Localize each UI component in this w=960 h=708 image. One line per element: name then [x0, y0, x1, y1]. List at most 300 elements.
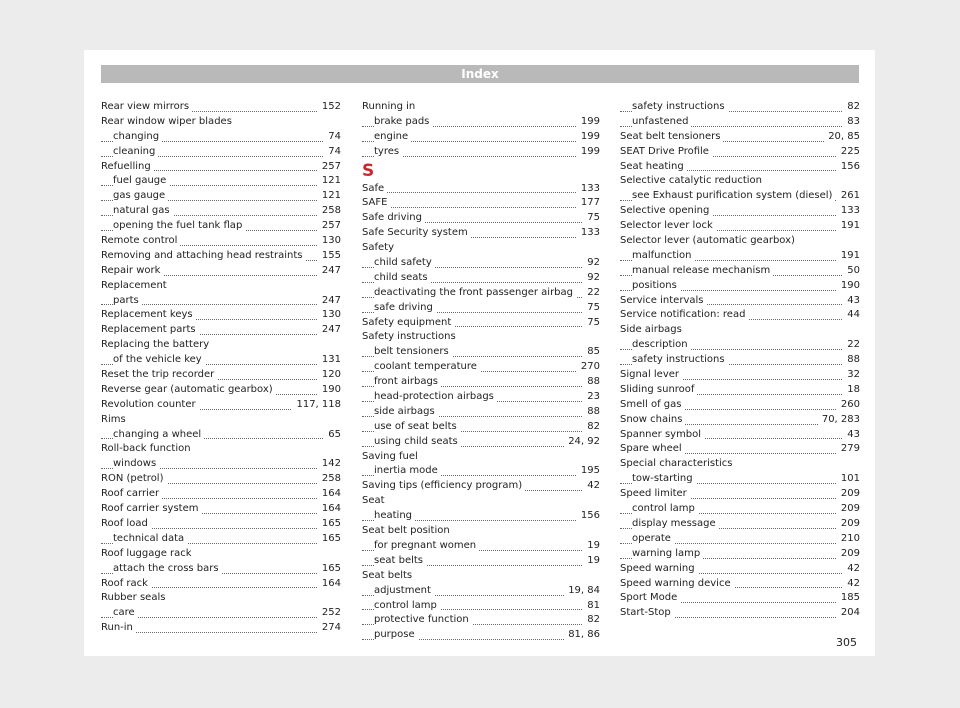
- entry-page-ref[interactable]: 164: [318, 502, 341, 517]
- entry-page-ref[interactable]: 117, 118: [292, 398, 341, 413]
- entry-label: Run-in: [101, 622, 136, 633]
- index-entry: [101, 338, 341, 353]
- entry-page-ref[interactable]: 133: [577, 182, 600, 197]
- index-subentry[interactable]: [101, 174, 341, 189]
- entry-page-ref[interactable]: 82: [843, 100, 860, 115]
- entry-label: engine: [374, 131, 411, 142]
- entry-page-ref[interactable]: 42: [583, 479, 600, 494]
- entry-label: front airbags: [374, 376, 441, 387]
- entry-label: Selector lever (automatic gearbox): [620, 235, 798, 246]
- index-subentry[interactable]: [362, 584, 600, 599]
- index-subentry[interactable]: [362, 130, 600, 145]
- index-subentry[interactable]: [362, 256, 600, 271]
- entry-label: inertia mode: [374, 465, 441, 476]
- entry-label: Snow chains: [620, 414, 685, 425]
- entry-label: Safe Security system: [362, 227, 471, 238]
- entry-page-ref[interactable]: 43: [843, 294, 860, 309]
- dot-leader: [362, 207, 600, 208]
- entry-label: Service intervals: [620, 295, 706, 306]
- entry-label: care: [113, 607, 138, 618]
- entry-label: Removing and attaching head restraints: [101, 250, 305, 261]
- index-subentry[interactable]: [362, 286, 600, 301]
- entry-label: warning lamp: [632, 548, 703, 559]
- index-entry: [101, 442, 341, 457]
- index-entry[interactable]: [620, 204, 860, 219]
- entry-label: of the vehicle key: [113, 354, 205, 365]
- entry-label: Start-Stop: [620, 607, 674, 618]
- entry-page-ref[interactable]: 199: [577, 145, 600, 160]
- index-entry[interactable]: [101, 100, 341, 115]
- entry-label: Special characteristics: [620, 458, 736, 469]
- entry-page-ref[interactable]: 42: [843, 562, 860, 577]
- entry-page-ref[interactable]: 22: [583, 286, 600, 301]
- entry-page-ref[interactable]: 210: [837, 532, 860, 547]
- entry-label: Roof load: [101, 518, 151, 529]
- entry-label: Spare wheel: [620, 443, 685, 454]
- index-entry: [101, 279, 341, 294]
- entry-label: control lamp: [374, 600, 440, 611]
- entry-label: Reverse gear (automatic gearbox): [101, 384, 276, 395]
- index-subentry[interactable]: [101, 294, 341, 309]
- index-subentry[interactable]: [362, 360, 600, 375]
- entry-label: deactivating the front passenger airbag: [374, 287, 576, 298]
- entry-label: Roof rack: [101, 578, 151, 589]
- entry-page-ref[interactable]: 247: [318, 294, 341, 309]
- entry-page-ref[interactable]: 156: [837, 160, 860, 175]
- entry-label: Rear view mirrors: [101, 101, 192, 112]
- entry-label: RON (petrol): [101, 473, 167, 484]
- index-subentry[interactable]: [101, 204, 341, 219]
- entry-page-ref[interactable]: 74: [324, 145, 341, 160]
- index-subentry[interactable]: [620, 338, 860, 353]
- index-subentry[interactable]: [362, 375, 600, 390]
- entry-page-ref[interactable]: 75: [583, 316, 600, 331]
- entry-label: manual release mechanism: [632, 265, 773, 276]
- index-entry: [101, 115, 341, 130]
- index-entry[interactable]: [362, 196, 600, 211]
- entry-page-ref[interactable]: 165: [318, 532, 341, 547]
- index-entry: [362, 100, 600, 115]
- index-entry[interactable]: [101, 264, 341, 279]
- entry-page-ref[interactable]: 92: [583, 256, 600, 271]
- index-subentry[interactable]: [362, 539, 600, 554]
- entry-page-ref[interactable]: 101: [837, 472, 860, 487]
- entry-label: safety instructions: [632, 354, 728, 365]
- entry-label: Speed warning device: [620, 578, 734, 589]
- index-subentry[interactable]: [362, 464, 600, 479]
- entry-page-ref[interactable]: 279: [837, 442, 860, 457]
- index-entry: [620, 234, 860, 249]
- entry-label: Speed warning: [620, 563, 698, 574]
- entry-page-ref[interactable]: 24, 92: [564, 435, 600, 450]
- entry-label: Signal lever: [620, 369, 682, 380]
- entry-label: Seat: [362, 495, 388, 506]
- entry-label: display message: [632, 518, 719, 529]
- entry-label: Replacement parts: [101, 324, 199, 335]
- entry-page-ref[interactable]: 225: [837, 145, 860, 160]
- index-entry: [362, 524, 600, 539]
- index-entry[interactable]: [620, 383, 860, 398]
- entry-page-ref[interactable]: 164: [318, 487, 341, 502]
- entry-label: Revolution counter: [101, 399, 199, 410]
- entry-page-ref[interactable]: 82: [583, 420, 600, 435]
- index-entry: [362, 450, 600, 465]
- entry-label: changing a wheel: [113, 429, 204, 440]
- entry-label: operate: [632, 533, 674, 544]
- index-subentry[interactable]: [620, 189, 860, 204]
- index-subentry[interactable]: [362, 628, 600, 643]
- section-letter: S: [362, 160, 375, 181]
- index-subentry[interactable]: [620, 472, 860, 487]
- entry-label: Replacement keys: [101, 309, 196, 320]
- index-subentry[interactable]: [620, 264, 860, 279]
- entry-label: side airbags: [374, 406, 438, 417]
- entry-label: Speed limiter: [620, 488, 690, 499]
- entry-page-ref[interactable]: 204: [837, 606, 860, 621]
- index-entry[interactable]: [620, 308, 860, 323]
- entry-page-ref[interactable]: 152: [318, 100, 341, 115]
- index-entry[interactable]: [620, 294, 860, 309]
- entry-label: Roof carrier system: [101, 503, 201, 514]
- index-entry[interactable]: [101, 502, 341, 517]
- entry-label: belt tensioners: [374, 346, 452, 357]
- index-subentry[interactable]: [101, 428, 341, 443]
- entry-label: technical data: [113, 533, 187, 544]
- index-entry[interactable]: [620, 398, 860, 413]
- entry-page-ref[interactable]: 20, 85: [824, 130, 860, 145]
- entry-label: for pregnant women: [374, 540, 479, 551]
- index-entry: [620, 174, 860, 189]
- entry-page-ref[interactable]: 22: [843, 338, 860, 353]
- index-entry: [101, 547, 341, 562]
- entry-page-ref[interactable]: 209: [837, 517, 860, 532]
- entry-page-ref[interactable]: 81, 86: [564, 628, 600, 643]
- entry-label: positions: [632, 280, 680, 291]
- entry-label: Refuelling: [101, 161, 154, 172]
- entry-label: changing: [113, 131, 162, 142]
- entry-label: protective function: [374, 614, 472, 625]
- index-entry[interactable]: [101, 383, 341, 398]
- index-subentry[interactable]: [101, 457, 341, 472]
- entry-label: Sport Mode: [620, 592, 680, 603]
- entry-label: Spanner symbol: [620, 429, 704, 440]
- entry-label: Sliding sunroof: [620, 384, 697, 395]
- entry-page-ref[interactable]: 19: [583, 539, 600, 554]
- entry-label: tow-starting: [632, 473, 696, 484]
- entry-label: Replacement: [101, 280, 170, 291]
- index-subentry[interactable]: [362, 390, 600, 405]
- entry-page-ref[interactable]: 247: [318, 323, 341, 338]
- entry-label: unfastened: [632, 116, 691, 127]
- entry-label: see Exhaust purification system (diesel): [632, 190, 835, 201]
- index-entry[interactable]: [620, 442, 860, 457]
- entry-label: child safety: [374, 257, 435, 268]
- entry-page-ref[interactable]: 274: [318, 621, 341, 636]
- entry-page-ref[interactable]: 50: [843, 264, 860, 279]
- entry-page-ref[interactable]: 209: [837, 547, 860, 562]
- entry-label: windows: [113, 458, 159, 469]
- index-entry[interactable]: [362, 211, 600, 226]
- index-entry: [362, 494, 600, 509]
- index-entry[interactable]: [101, 368, 341, 383]
- entry-label: parts: [113, 295, 142, 306]
- entry-page-ref[interactable]: 85: [583, 345, 600, 360]
- entry-page-ref[interactable]: 18: [843, 383, 860, 398]
- entry-page-ref[interactable]: 65: [324, 428, 341, 443]
- index-subentry[interactable]: [362, 145, 600, 160]
- index-entry[interactable]: [620, 160, 860, 175]
- entry-label: Side airbags: [620, 324, 685, 335]
- entry-page-ref[interactable]: 270: [577, 360, 600, 375]
- index-entry: [101, 591, 341, 606]
- index-subentry[interactable]: [620, 502, 860, 517]
- index-entry: [620, 457, 860, 472]
- entry-label: Running in: [362, 101, 418, 112]
- index-entry[interactable]: [101, 487, 341, 502]
- index-entry[interactable]: [620, 428, 860, 443]
- entry-page-ref[interactable]: 190: [837, 279, 860, 294]
- entry-label: Seat belt tensioners: [620, 131, 723, 142]
- index-entry: [620, 323, 860, 338]
- index-entry[interactable]: [101, 517, 341, 532]
- entry-page-ref[interactable]: 258: [318, 472, 341, 487]
- index-entry[interactable]: [101, 249, 341, 264]
- entry-label: Safety instructions: [362, 331, 459, 342]
- dot-leader: [362, 192, 600, 193]
- entry-label: malfunction: [632, 250, 695, 261]
- index-entry[interactable]: [101, 160, 341, 175]
- index-column-3: [620, 100, 860, 621]
- index-subentry[interactable]: [620, 353, 860, 368]
- entry-label: Selective opening: [620, 205, 712, 216]
- entry-label: safe driving: [374, 302, 436, 313]
- entry-label: heating: [374, 510, 415, 521]
- entry-label: Roll-back function: [101, 443, 194, 454]
- entry-label: child seats: [374, 272, 431, 283]
- index-entry[interactable]: [362, 226, 600, 241]
- entry-label: use of seat belts: [374, 421, 460, 432]
- entry-label: Rubber seals: [101, 592, 168, 603]
- index-entry[interactable]: [620, 130, 860, 145]
- entry-label: Seat heating: [620, 161, 687, 172]
- entry-page-ref[interactable]: 74: [324, 130, 341, 145]
- entry-label: SEAT Drive Profile: [620, 146, 712, 157]
- entry-page-ref[interactable]: 185: [837, 591, 860, 606]
- entry-page-ref[interactable]: 199: [577, 115, 600, 130]
- index-entry[interactable]: [620, 562, 860, 577]
- entry-label: Seat belts: [362, 570, 415, 581]
- index-entry: [362, 330, 600, 345]
- index-entry: [362, 241, 600, 256]
- entry-label: Saving tips (efficiency program): [362, 480, 525, 491]
- index-subentry[interactable]: [101, 532, 341, 547]
- entry-page-ref[interactable]: 19: [583, 554, 600, 569]
- index-entry[interactable]: [620, 577, 860, 592]
- entry-label: opening the fuel tank flap: [113, 220, 245, 231]
- index-entry[interactable]: [362, 316, 600, 331]
- entry-page-ref[interactable]: 121: [318, 174, 341, 189]
- index-subentry[interactable]: [101, 353, 341, 368]
- index-subentry[interactable]: [620, 100, 860, 115]
- index-subentry[interactable]: [620, 249, 860, 264]
- entry-page-ref[interactable]: 120: [318, 368, 341, 383]
- index-entry[interactable]: [101, 308, 341, 323]
- index-subentry[interactable]: [362, 599, 600, 614]
- entry-page-ref[interactable]: 191: [837, 219, 860, 234]
- index-entry[interactable]: [362, 182, 600, 197]
- entry-page-ref[interactable]: 130: [318, 234, 341, 249]
- entry-page-ref[interactable]: 142: [318, 457, 341, 472]
- index-entry[interactable]: [620, 145, 860, 160]
- entry-page-ref[interactable]: 92: [583, 271, 600, 286]
- entry-label: gas gauge: [113, 190, 168, 201]
- entry-label: Rims: [101, 414, 129, 425]
- entry-page-ref[interactable]: 43: [843, 428, 860, 443]
- entry-label: Repair work: [101, 265, 163, 276]
- entry-label: Safety: [362, 242, 397, 253]
- index-entry[interactable]: [620, 487, 860, 502]
- entry-page-ref[interactable]: 133: [577, 226, 600, 241]
- entry-label: Selector lever lock: [620, 220, 716, 231]
- entry-page-ref[interactable]: 32: [843, 368, 860, 383]
- entry-page-ref[interactable]: 247: [318, 264, 341, 279]
- entry-page-ref[interactable]: 258: [318, 204, 341, 219]
- entry-page-ref[interactable]: 252: [318, 606, 341, 621]
- entry-page-ref[interactable]: 260: [837, 398, 860, 413]
- entry-page-ref[interactable]: 70, 283: [818, 413, 860, 428]
- entry-label: control lamp: [632, 503, 698, 514]
- entry-label: Selective catalytic reduction: [620, 175, 765, 186]
- entry-label: Service notification: read: [620, 309, 748, 320]
- entry-label: Reset the trip recorder: [101, 369, 217, 380]
- index-entry[interactable]: [620, 413, 860, 428]
- index-subentry[interactable]: [101, 145, 341, 160]
- index-subentry[interactable]: [362, 115, 600, 130]
- index-entry: [101, 413, 341, 428]
- entry-page-ref[interactable]: 88: [583, 405, 600, 420]
- index-entry[interactable]: [101, 234, 341, 249]
- index-subentry[interactable]: [101, 130, 341, 145]
- entry-page-ref[interactable]: 121: [318, 189, 341, 204]
- index-subentry[interactable]: [620, 115, 860, 130]
- index-subentry[interactable]: [101, 562, 341, 577]
- index-entry[interactable]: [620, 606, 860, 621]
- entry-page-ref[interactable]: 131: [318, 353, 341, 368]
- entry-page-ref[interactable]: 190: [318, 383, 341, 398]
- index-subentry[interactable]: [620, 517, 860, 532]
- entry-page-ref[interactable]: 83: [843, 115, 860, 130]
- index-subentry[interactable]: [362, 435, 600, 450]
- entry-page-ref[interactable]: 191: [837, 249, 860, 264]
- entry-label: Safe: [362, 183, 387, 194]
- entry-page-ref[interactable]: 257: [318, 160, 341, 175]
- index-subentry[interactable]: [101, 219, 341, 234]
- index-entry: [362, 569, 600, 584]
- index-entry[interactable]: [620, 591, 860, 606]
- dot-leader: [101, 632, 341, 633]
- index-subentry[interactable]: [362, 345, 600, 360]
- index-entry[interactable]: [101, 621, 341, 636]
- entry-page-ref[interactable]: 81: [583, 599, 600, 614]
- index-entry[interactable]: [620, 219, 860, 234]
- index-subentry[interactable]: [620, 279, 860, 294]
- index-subentry[interactable]: [362, 613, 600, 628]
- entry-label: fuel gauge: [113, 175, 169, 186]
- entry-label: Saving fuel: [362, 451, 421, 462]
- entry-page-ref[interactable]: 44: [843, 308, 860, 323]
- page-title: Index: [101, 65, 859, 83]
- index-subentry[interactable]: [362, 271, 600, 286]
- index-subentry[interactable]: [362, 405, 600, 420]
- entry-page-ref[interactable]: 133: [837, 204, 860, 219]
- entry-page-ref[interactable]: 155: [318, 249, 341, 264]
- entry-label: Roof carrier: [101, 488, 162, 499]
- index-column-2: [362, 100, 600, 643]
- index-subentry[interactable]: [362, 509, 600, 524]
- entry-page-ref[interactable]: 75: [583, 211, 600, 226]
- entry-page-ref[interactable]: 23: [583, 390, 600, 405]
- index-subentry[interactable]: [362, 420, 600, 435]
- entry-label: head-protection airbags: [374, 391, 497, 402]
- entry-page-ref[interactable]: 165: [318, 562, 341, 577]
- index-subentry[interactable]: [101, 189, 341, 204]
- index-entry[interactable]: [101, 398, 341, 413]
- entry-page-ref[interactable]: 88: [843, 353, 860, 368]
- entry-page-ref[interactable]: 209: [837, 487, 860, 502]
- index-entry[interactable]: [620, 368, 860, 383]
- entry-page-ref[interactable]: 165: [318, 517, 341, 532]
- index-subentry[interactable]: [362, 301, 600, 316]
- entry-page-ref[interactable]: 42: [843, 577, 860, 592]
- entry-page-ref[interactable]: 177: [577, 196, 600, 211]
- entry-page-ref[interactable]: 88: [583, 375, 600, 390]
- entry-page-ref[interactable]: 257: [318, 219, 341, 234]
- entry-page-ref[interactable]: 195: [577, 464, 600, 479]
- entry-page-ref[interactable]: 209: [837, 502, 860, 517]
- entry-page-ref[interactable]: 130: [318, 308, 341, 323]
- entry-page-ref[interactable]: 19, 84: [564, 584, 600, 599]
- entry-page-ref[interactable]: 75: [583, 301, 600, 316]
- entry-label: purpose: [374, 629, 418, 640]
- entry-page-ref[interactable]: 82: [583, 613, 600, 628]
- index-entry[interactable]: [101, 472, 341, 487]
- entry-page-ref[interactable]: 164: [318, 577, 341, 592]
- index-entry[interactable]: [101, 323, 341, 338]
- entry-label: Smell of gas: [620, 399, 684, 410]
- entry-label: tyres: [374, 146, 402, 157]
- index-entry[interactable]: [101, 577, 341, 592]
- index-subentry[interactable]: [362, 554, 600, 569]
- index-subentry[interactable]: [101, 606, 341, 621]
- entry-label: brake pads: [374, 116, 432, 127]
- entry-label: description: [632, 339, 691, 350]
- entry-label: Replacing the battery: [101, 339, 212, 350]
- entry-label: using child seats: [374, 436, 461, 447]
- entry-label: Remote control: [101, 235, 180, 246]
- entry-label: Safety equipment: [362, 317, 454, 328]
- entry-page-ref[interactable]: 261: [837, 189, 860, 204]
- entry-label: Safe driving: [362, 212, 425, 223]
- entry-label: seat belts: [374, 555, 426, 566]
- entry-label: adjustment: [374, 585, 434, 596]
- entry-page-ref[interactable]: 156: [577, 509, 600, 524]
- index-subentry[interactable]: [620, 547, 860, 562]
- entry-page-ref[interactable]: 199: [577, 130, 600, 145]
- index-entry[interactable]: [362, 479, 600, 494]
- index-subentry[interactable]: [620, 532, 860, 547]
- page-number: 305: [836, 636, 857, 649]
- index-column-1: [101, 100, 341, 636]
